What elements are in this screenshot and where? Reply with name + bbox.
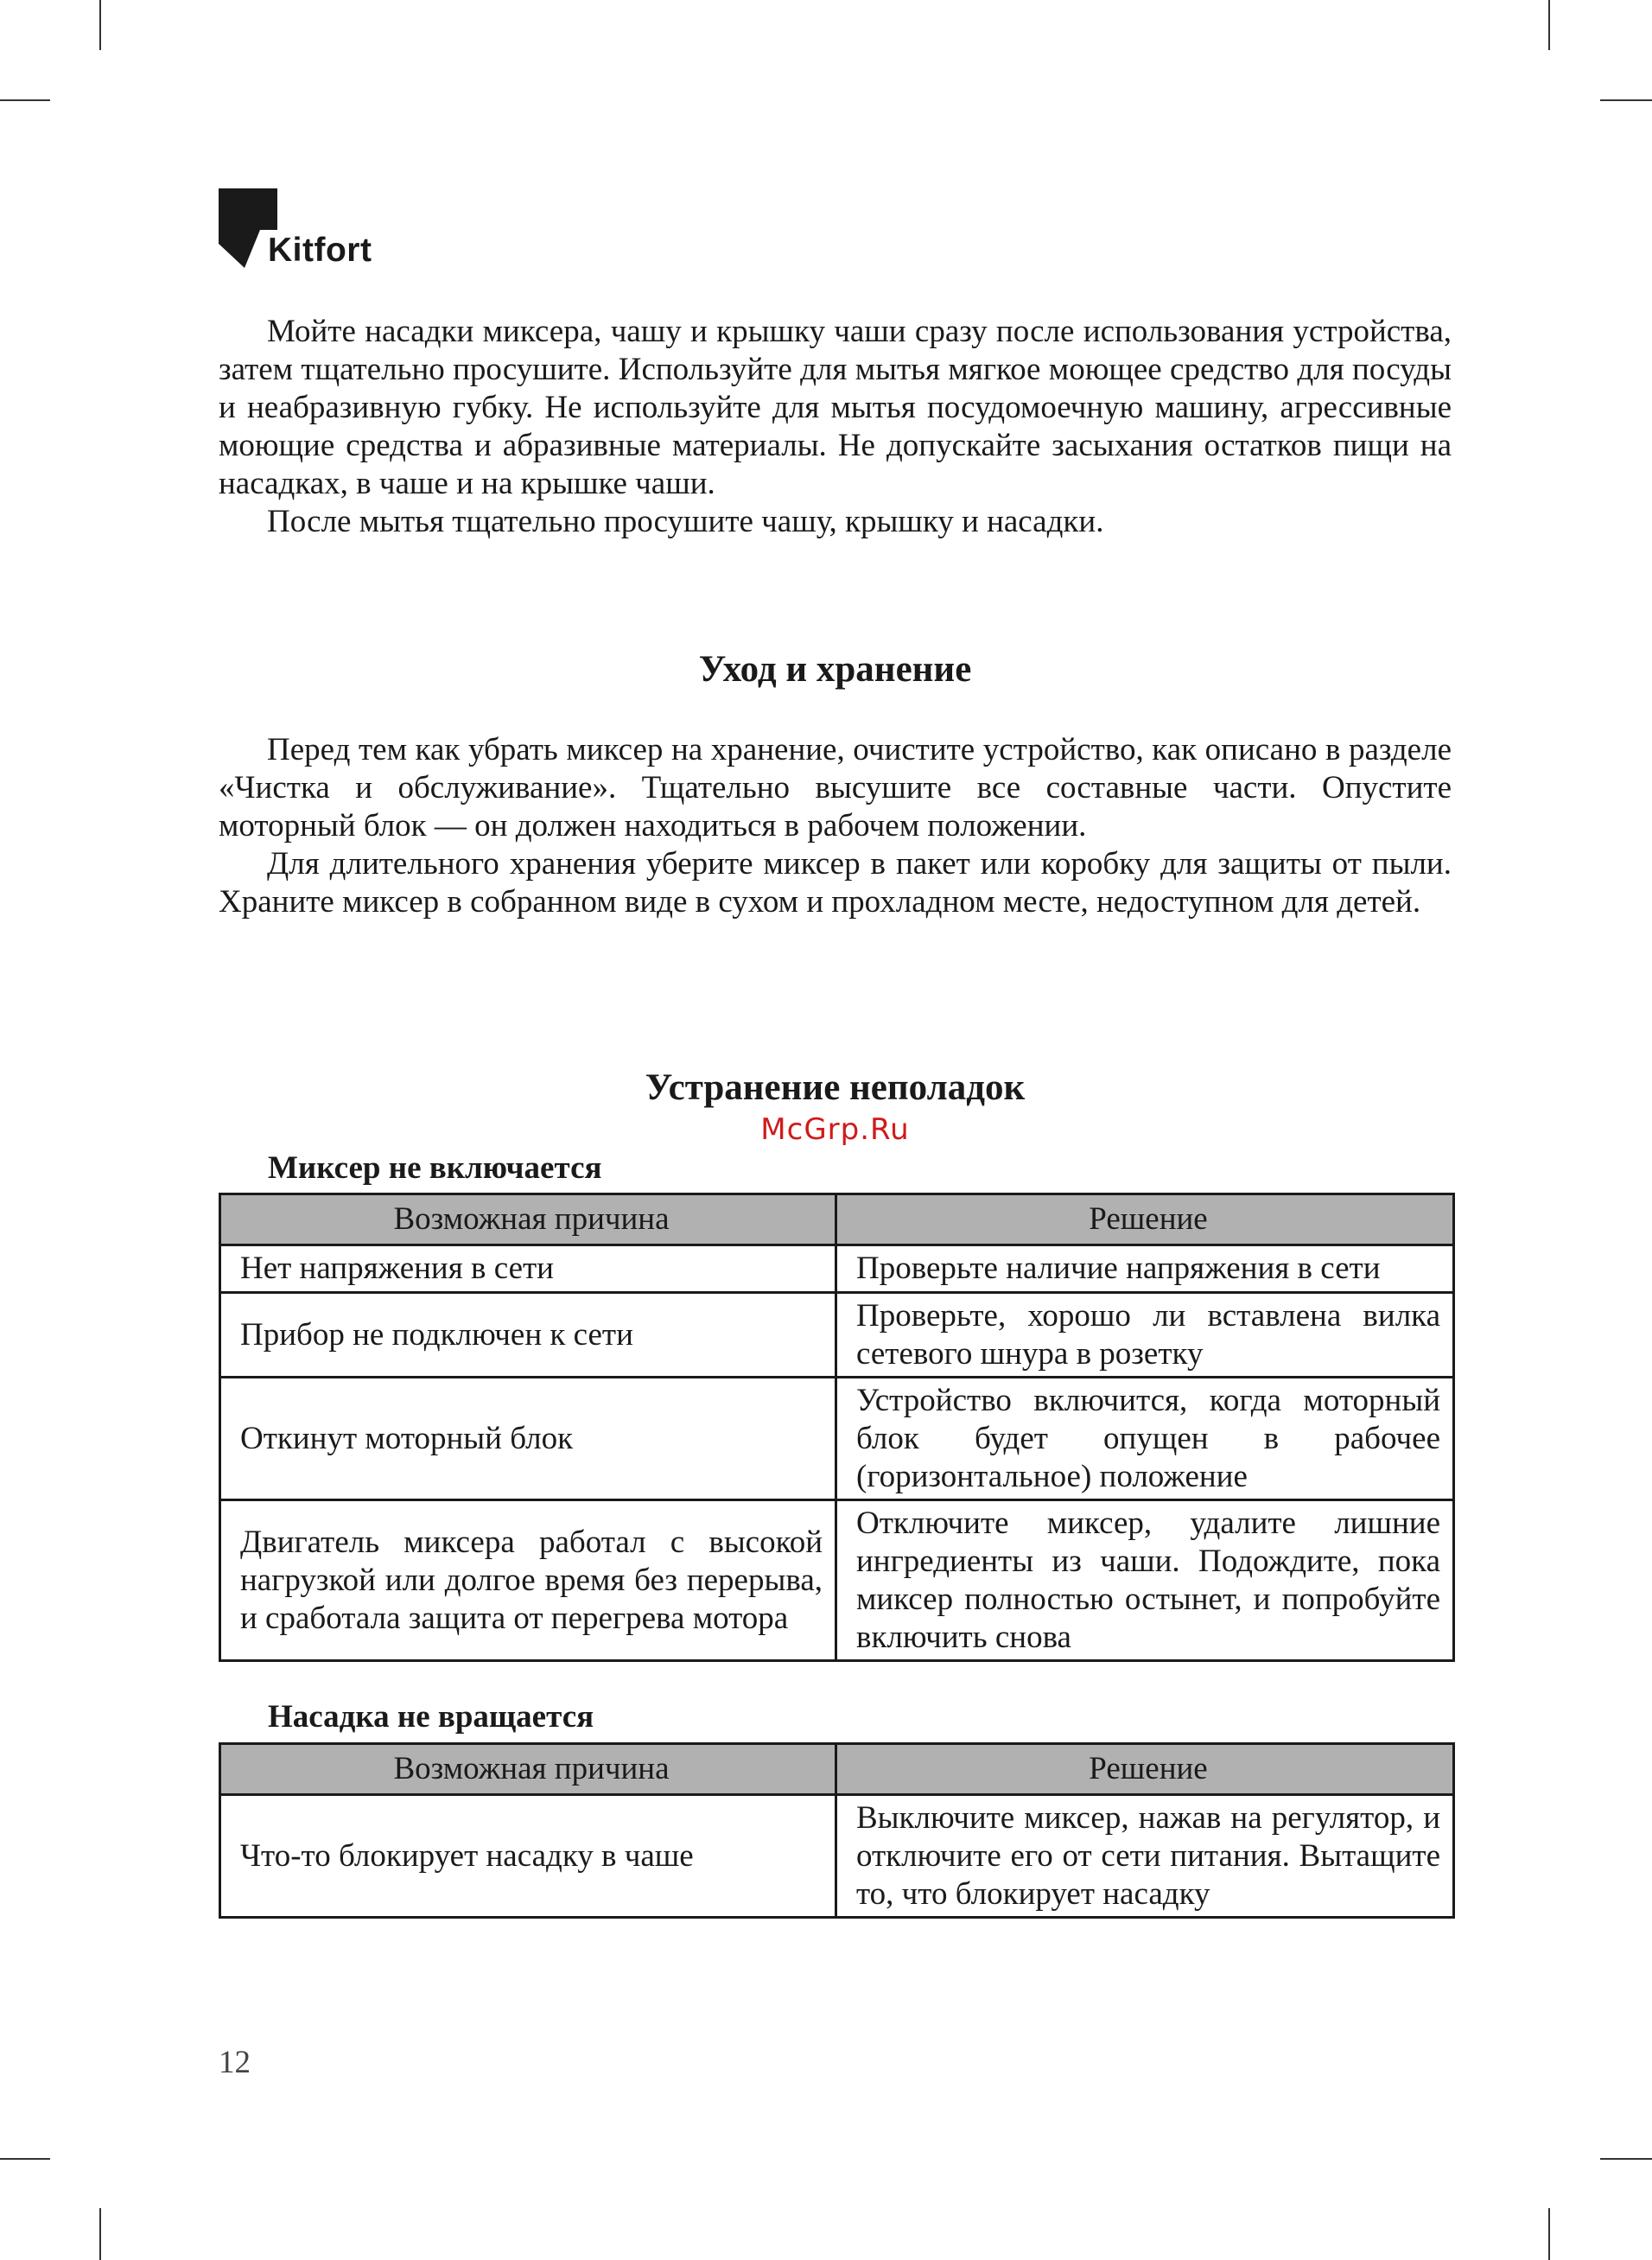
troubleshooting-title: Устранение неполадок	[645, 1067, 1026, 1108]
crop-mark	[99, 2208, 101, 2260]
care-paragraph: Перед тем как убрать миксер на хранение, очистите устройство, как описано в разделе «Чистка и обслуживание». Тщательно высушите все составные части. Опустите моторный блок — он должен находиться в рабочем положении.	[219, 732, 1452, 844]
solution-cell: Отключите миксер, удалите лишние ингредиенты из чаши. Подождите, пока миксер полностью остынет, и попробуйте включить снова	[836, 1500, 1454, 1661]
intro-paragraph: Мойте насадки миксера, чашу и крышку чаши сразу после использования устройства, затем тщательно просушите. Используйте для мытья мягкое моющее средство для посуды и неабразивную губку. Не используйте для мытья посудомоечную машину, агрессивные моющие средства и абразивные материалы. Не допускайте засыхания остатков пищи на насадках, в чаше и на крышке чаши.	[219, 314, 1452, 501]
table-row	[220, 1795, 1454, 1918]
cause-cell: Нет напряжения в сети	[220, 1245, 836, 1293]
intro-paragraph: После мытья тщательно просушите чашу, крышку и насадки.	[267, 504, 1104, 539]
crop-mark	[0, 2158, 50, 2160]
table-row	[220, 1245, 1454, 1293]
crop-mark	[1600, 99, 1652, 101]
crop-mark	[0, 99, 50, 101]
table-row	[220, 1293, 1454, 1378]
solution-cell: Проверьте, хорошо ли вставлена вилка сетевого шнура в розетку	[836, 1293, 1454, 1378]
cause-cell: Что-то блокирует насадку в чаше	[220, 1795, 836, 1918]
header-solution: Решение	[836, 1744, 1454, 1795]
care-title: Уход и хранение	[698, 649, 972, 690]
page-number: 12	[219, 2045, 251, 2080]
table-2-subtitle: Насадка не вращается	[268, 1699, 594, 1735]
care-paragraph: Для длительного хранения уберите миксер в пакет или коробку для защиты от пыли. Храните миксер в собранном виде в сухом и прохладном месте, недоступном для детей.	[219, 846, 1452, 920]
crop-mark	[1548, 2208, 1550, 2260]
solution-cell: Проверьте наличие напряжения в сети	[836, 1245, 1454, 1293]
crop-mark	[1548, 0, 1550, 50]
table-header-row	[220, 1194, 1454, 1245]
table-row	[220, 1500, 1454, 1661]
brand-name: Kitfort	[268, 232, 372, 269]
table-header-row	[220, 1744, 1454, 1795]
solution-cell: Устройство включится, когда моторный блок будет опущен в рабочее (горизонтальное) положение	[836, 1378, 1454, 1500]
crop-mark	[1600, 2158, 1652, 2160]
table-row	[220, 1378, 1454, 1500]
header-cause: Возможная причина	[220, 1194, 836, 1245]
solution-cell: Выключите миксер, нажав на регулятор, и отключите его от сети питания. Вытащите то, что блокирует насадку	[836, 1795, 1454, 1918]
intro-section	[219, 313, 1452, 541]
cause-cell: Двигатель миксера работал с высокой нагрузкой или долгое время без перерыва, и сработала защита от перегрева мотора	[220, 1500, 836, 1661]
troubleshooting-table-mixer	[219, 1193, 1455, 1662]
cause-cell: Откинут моторный блок	[220, 1378, 836, 1500]
table-1-subtitle: Миксер не включается	[268, 1150, 602, 1186]
cause-cell: Прибор не подключен к сети	[220, 1293, 836, 1378]
header-solution: Решение	[836, 1194, 1454, 1245]
care-section	[219, 731, 1452, 921]
crop-mark	[99, 0, 101, 50]
troubleshooting-table-attachment	[219, 1742, 1455, 1919]
header-cause: Возможная причина	[220, 1744, 836, 1795]
watermark: McGrp.Ru	[760, 1112, 910, 1147]
